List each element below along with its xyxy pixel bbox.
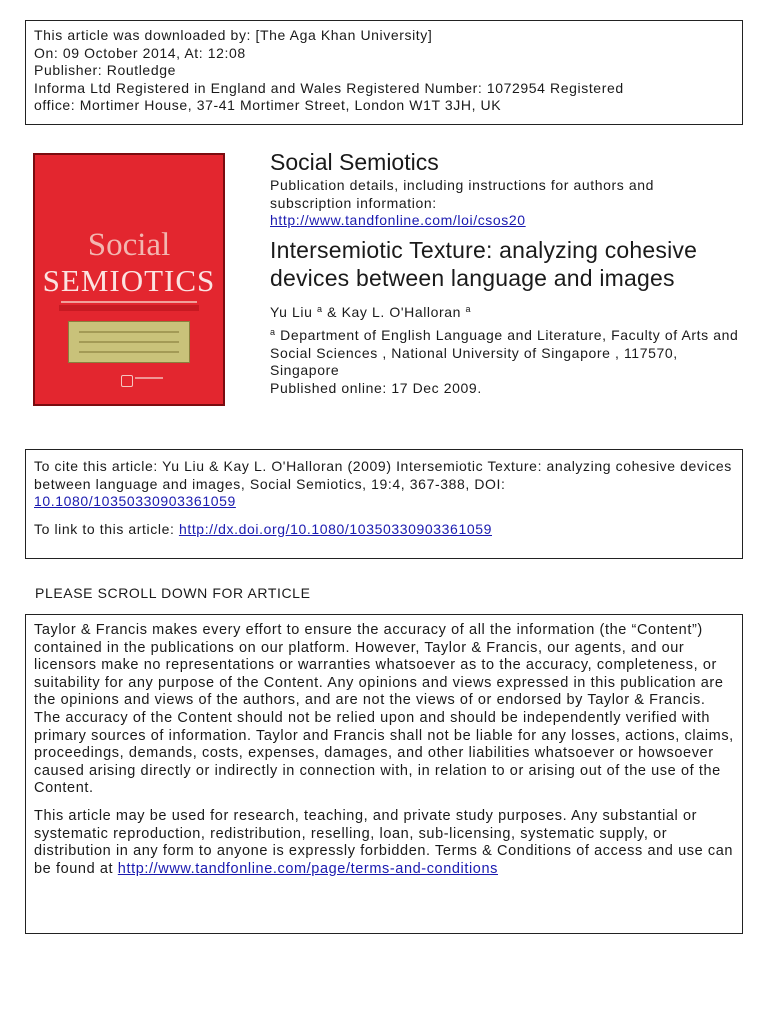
journal-url-link[interactable]: http://www.tandfonline.com/loi/csos20 — [270, 212, 526, 228]
journal-title: Social Semiotics — [270, 149, 439, 175]
article-doi-url-link[interactable]: http://dx.doi.org/10.1080/10350330903361059 — [178, 520, 492, 537]
article-title: Intersemiotic Texture: analyzing cohesive devices between language and images — [270, 236, 698, 291]
affiliation-text: Department of English Language and Literature, Faculty of Arts and Social Sciences , National University of Singapore , 117570, Singapore — [270, 327, 739, 378]
publisher-line: Publisher: Routledge — [34, 62, 176, 78]
terms-link[interactable]: http://www.tandfonline.com/page/terms-and-conditions — [117, 860, 498, 877]
author-name: Yu Liu — [270, 303, 313, 320]
scroll-down-note: PLEASE SCROLL DOWN FOR ARTICLE — [35, 585, 311, 601]
link-line — [34, 521, 734, 539]
published-date: Published online: 17 Dec 2009. — [270, 379, 482, 396]
office-line: office: Mortimer House, 37-41 Mortimer Street, London W1T 3JH, UK — [34, 97, 502, 113]
author-separator: & — [322, 303, 342, 320]
disclaimer-paragraph: Taylor & Francis makes every effort to ensure the accuracy of all the information (the “Content”) contained in the publications on our platform. However, Taylor & Francis, our agents, and our licensors make no representations or warranties whatsoever as to the accuracy, completeness, or suitability for any purpose of the Content. Any opinions and views expressed in this publication are the opinions and views of the authors, and are not the views of or endorsed by Taylor & Francis. The accuracy of the Content should not be relied upon and should be independently verified with primary sources of information. Taylor and Francis shall not be liable for any losses, actions, claims, proceedings, demands, costs, expenses, damages, and other liabilities whatsoever or howsoever caused arising directly or indirectly in connection with, in relation to or arising out of the use of the Content. — [34, 622, 734, 797]
registration-line: Informa Ltd Registered in England and Wales Registered Number: 1072954 Registered — [34, 79, 624, 96]
cover-rule — [61, 301, 197, 303]
download-line: This article was downloaded by: [The Aga Khan University] — [34, 27, 433, 43]
citation-body: To cite this article: Yu Liu & Kay L. O'Halloran (2009) Intersemiotic Texture: analyzing cohesive devices between language and images, Social Semiotics, 19:4, 367-388, DOI: — [34, 458, 732, 492]
citation-box — [25, 449, 743, 559]
author-name: Kay L. O'Halloran — [341, 303, 462, 320]
affiliation — [270, 324, 740, 380]
cover-title-social: Social — [87, 227, 171, 263]
journal-cover-image — [33, 153, 225, 406]
publisher-logo-icon — [121, 375, 133, 387]
affiliation-marker: a — [270, 327, 276, 337]
download-date-line: On: 09 October 2014, At: 12:08 — [34, 44, 246, 61]
author-list — [270, 301, 740, 322]
terms-text: This article may be used for research, teaching, and private study purposes. Any substantial or systematic reproduction, redistribution, reselling, loan, sub-licensing, systematic supply, or distribution in any form to anyone is expressly forbidden. Terms & Conditions of access and use can be found at — [34, 807, 734, 877]
cover-title-semiotics: SEMIOTICS — [42, 263, 216, 298]
affiliation-marker: a — [317, 303, 323, 314]
affiliation-marker: a — [465, 303, 472, 314]
citation-text — [34, 458, 734, 511]
cover-strip — [59, 305, 199, 311]
doi-link[interactable]: 10.1080/10350330903361059 — [34, 493, 236, 509]
disclaimer-box — [25, 614, 743, 934]
journal-info — [270, 147, 740, 397]
publisher-logo-text — [135, 377, 163, 379]
terms-paragraph — [34, 808, 734, 878]
publication-details: Publication details, including instructions for authors and subscription information: — [270, 177, 655, 211]
cover-issue-panel — [68, 321, 190, 363]
link-label: To link to this article: — [34, 520, 179, 537]
download-notice-box — [25, 20, 743, 125]
